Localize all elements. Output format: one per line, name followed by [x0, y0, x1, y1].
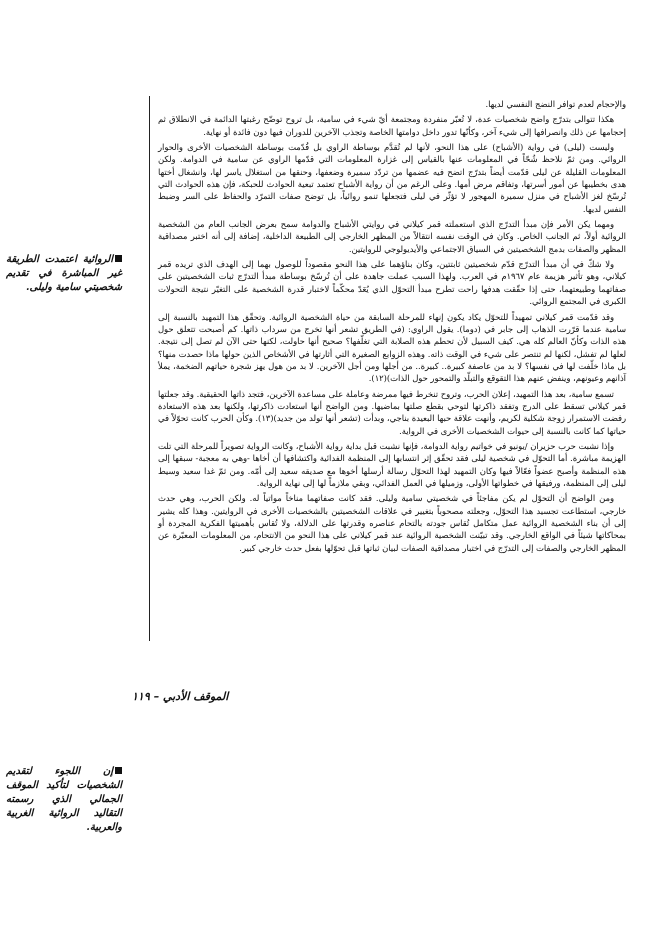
footer-separator: –: [153, 690, 160, 703]
margin-note-2: [6, 765, 122, 835]
paragraph-6: وقد قدّمت قمر كيلاني تمهيداً للتحوّل يكاد يكون إنهاء للمرحلة السابقة من حياة الشخصية الروائية. وتحقّق هذا التمهيد بالنسبة إلى سامية عندما قرّرت الذهاب إلى جابر في (دوما). يقول الراوي: (في الطريق تشعر أنها تخرج من سرداب ذاتها. كم أصبحت تتعلق حول هذه الذات وكأنّ العالم كله هي. كيف السبيل لأن تحطم هذه الصلابة التي تغلّفها؟ صحيح أنها حاولت، لكنها حتى الآن لم تصل إلى نتيجة. لعلها لم تفشل، لكنها لم تنتصر على شيء في الوقت ذاته. وهذه الزوابع الصغيرة التي أثارتها في الأشخاص الذين حولها ماذا حصدت منها؟ بل ماذا خلّفت لها في نفسها؟ لا بد من عاصفة كبيرة.. كبيرة.. من أجلها ومن أجل الآخرين. لا بد من هول يهز شجرة حياتهم الضخمة، يملأ آذانهم وعيونهم، وينفض عنهم هذا التقوقع والتبلّد والتمحور حول الذات)(١٢).: [158, 311, 626, 384]
square-bullet-icon: [115, 767, 122, 774]
paragraph-2: هكذا تتوالى بتدرّج واضح شخصيات عدة، لا تُعبّر منفردة ومجتمعة أيّ شيء في سامية، بل تروح توضّح رغبتها الدائمة في الانطلاق ثم إحجامها عن ذلك وانصرافها إلى شيء آخر، وكأنّها تدور داخل دوامتها الخاصة وتجذب الآخرين للدوران فيها دون فائدة أو نهاية.: [158, 114, 626, 137]
square-bullet-icon: [115, 255, 122, 262]
paragraph-7: تسمع سامية، بعد هذا التمهيد، إعلان الحرب، وتروح تنخرط فيها ممرضة وعاملة على مساعدة الآخرين، فتجد ذاتها الحقيقية. وقد جعلتها قمر كيلاني تسقط على الدرج وتفقد ذاكرتها لتوحي بقطع صلتها بماضيها. ومن الواضح أنها استعادت ذاكرتها، ولكنها بعد هذه الاستعادة رفضت الاستمرار زوجة شكلية لكريم، وأنهت علاقة حبها البعيدة بناجي، وبدأت (تشعر أنها تولد من جديد)(١٣). وكأن الحرب كانت تحوّلاً في حياتها كما كانت بالنسبة إلى حيوات الشخصيات الأخرى في الرواية.: [158, 388, 627, 436]
paragraph-1: والإحجام لعدم توافر النضج النفسي لديها.: [485, 99, 626, 109]
paragraph-4: ومهما يكن الأمر فإن مبدأ التدرّج الذي استعملته قمر كيلاني في روايتي الأشباح والدوامة سمح بعرض الجانب العام من الشخصية الروائية أولاً، ثم الجانب الخاص. وكان في الوقت نفسه انتقالاً من المظهر الخارجي إلى الطبيعة الداخلية، إضافة إلى أنه اختبر مصداقية المظهر والصفات بدمج الشخصيتين في السياق الاجتماعي والأيديولوجي للروايتين.: [158, 219, 626, 254]
page-footer: [132, 690, 228, 703]
paragraph-5: ولا شكّ في أن مبدأ التدرّج قدّم شخصيتين ثابتتين، وكان بناؤهما على هذا النحو مقصوداً للوصول بهما إلى الهدف الذي تريده قمر كيلاني، وهو تأثير هزيمة عام ١٩٦٧م في العرب. ولهذا السبب عملت جاهدة على أن تُرسّخ بوساطة مبدأ التدرّج ثبات الشخصيتين على صفاتهما وطبيعتهما، حتى إذا حقّقت هدفها راحت تطرح مبدأ التحوّل الذي يُعَدّ محكّماً لاختبار قدرة الشخصية على التغيّر نتيجة التحولات الكبرى في المجتمع الروائي.: [158, 259, 626, 307]
margin-note-1-text: الروائية اعتمدت الطريقة غير المباشرة في تقديم شخصيتي سامية وليلى.: [6, 254, 122, 293]
margin-note-1: [6, 253, 122, 295]
article-body: [158, 98, 626, 557]
margin-note-2-text: إن اللجوء لتقديم الشخصيات لتأكيد الموقف الجمالي الذي رسمته التقاليد الروائية الغربية والعربية.: [6, 766, 122, 833]
paragraph-3: وليست (ليلى) في رواية (الأشباح) على هذا النحو، لأنها لم تُقدَّم بوساطة الراوي بل قُدّمت بوساطة الشخصيات الأخرى والحوار الروائي. ومن ثمّ نلاحظ شُحّاً في المعلومات عنها بالقياس إلى غزارة المعلومات التي قدّمها الراوي عن سامية في الدوامة. ولكن المعلومات القليلة عن ليلى قدّمت أيضاً بتدرّج اتضح فيه عضمها من تردّد سميرة وضعفها، وحنقها من استغلال ياسر لها، وانشغال أختها هدى بخطيبها عن أمور أسرتها، وتفاقم مرض أمها. وعلى الرغم من أن رواية الأشباح تعتمد تبعية الحوادث للحبكة، فإن هذه الحوادث التي تُرسّخ لغز الأشباح في منزل سميرة المهجور لا تؤثّر في ليلى فتجعلها تنمو روائياً، بل توضح صفات التمرّد والحفاظ على السر وضبط النفس لديها.: [158, 142, 626, 214]
column-divider: [149, 96, 150, 641]
paragraph-8: وإذا نشبت حرب حزيران /يونيو في خواتيم رواية الدوامة، فإنها نشبت قبل بداية رواية الأشباح، وكانت الرواية تصويراً للمرحلة التي تلت الهزيمة مباشرة. أما التحوّل في شخصية ليلى فقد تحقّق إثر انتسابها إلى المنظمة الفدائية واكتشافها أن أخاها -وهي به معجبة- سبقها إلى هذه المنظمة وأصبح عضواً فعّالاً فيها وكان التمهيد لهذا التحوّل رسالة أرسلها أخوها مع صديقه سعيد إلى أمّه. ومن ثمّ غدا سعيد وسيط ليلى إلى المنظمة، ورفيقها في خطواتها الأولى، وزميلها في العمل الفدائي، وبقي ملازماً لها إلى نهاية الرواية.: [158, 440, 626, 488]
paragraph-9: ومن الواضح أن التحوّل لم يكن مفاجئاً في شخصيتي سامية وليلى. فقد كانت صفاتهما مناخاً مواتياً له. ولكن الحرب، وهي حدث خارجي، استطاعت تجسيد هذا التحوّل، وجعلته مصحوباً بتغيير في علاقات الشخصيتين بالشخصيات الأخرى في الروايتين. وهذا كله يشير إلى أن بناء الشخصية الروائية عمل متكامل تُقاس جودته بالتحام عناصره وقدرتها على الدلالة، ولا تُقاس بأهميتها الفكرية المجردة أو بمحاكاتها شيئاً في الواقع الخارجي. وقد تبيّنت الشخصية الروائية عند قمر كيلاني على هذا النحو من الانتحام، من المعلومات المعبّرة عن المظهر الخارجي والصفات إلى التدرّج في اختبار مصداقية الصفات لبيان ثباتها قبل تحوّلها بفعل حدث خارجي كبير.: [158, 493, 626, 553]
journal-name: الموقف الأدبي: [162, 690, 229, 703]
page-number: ١١٩: [132, 690, 150, 703]
